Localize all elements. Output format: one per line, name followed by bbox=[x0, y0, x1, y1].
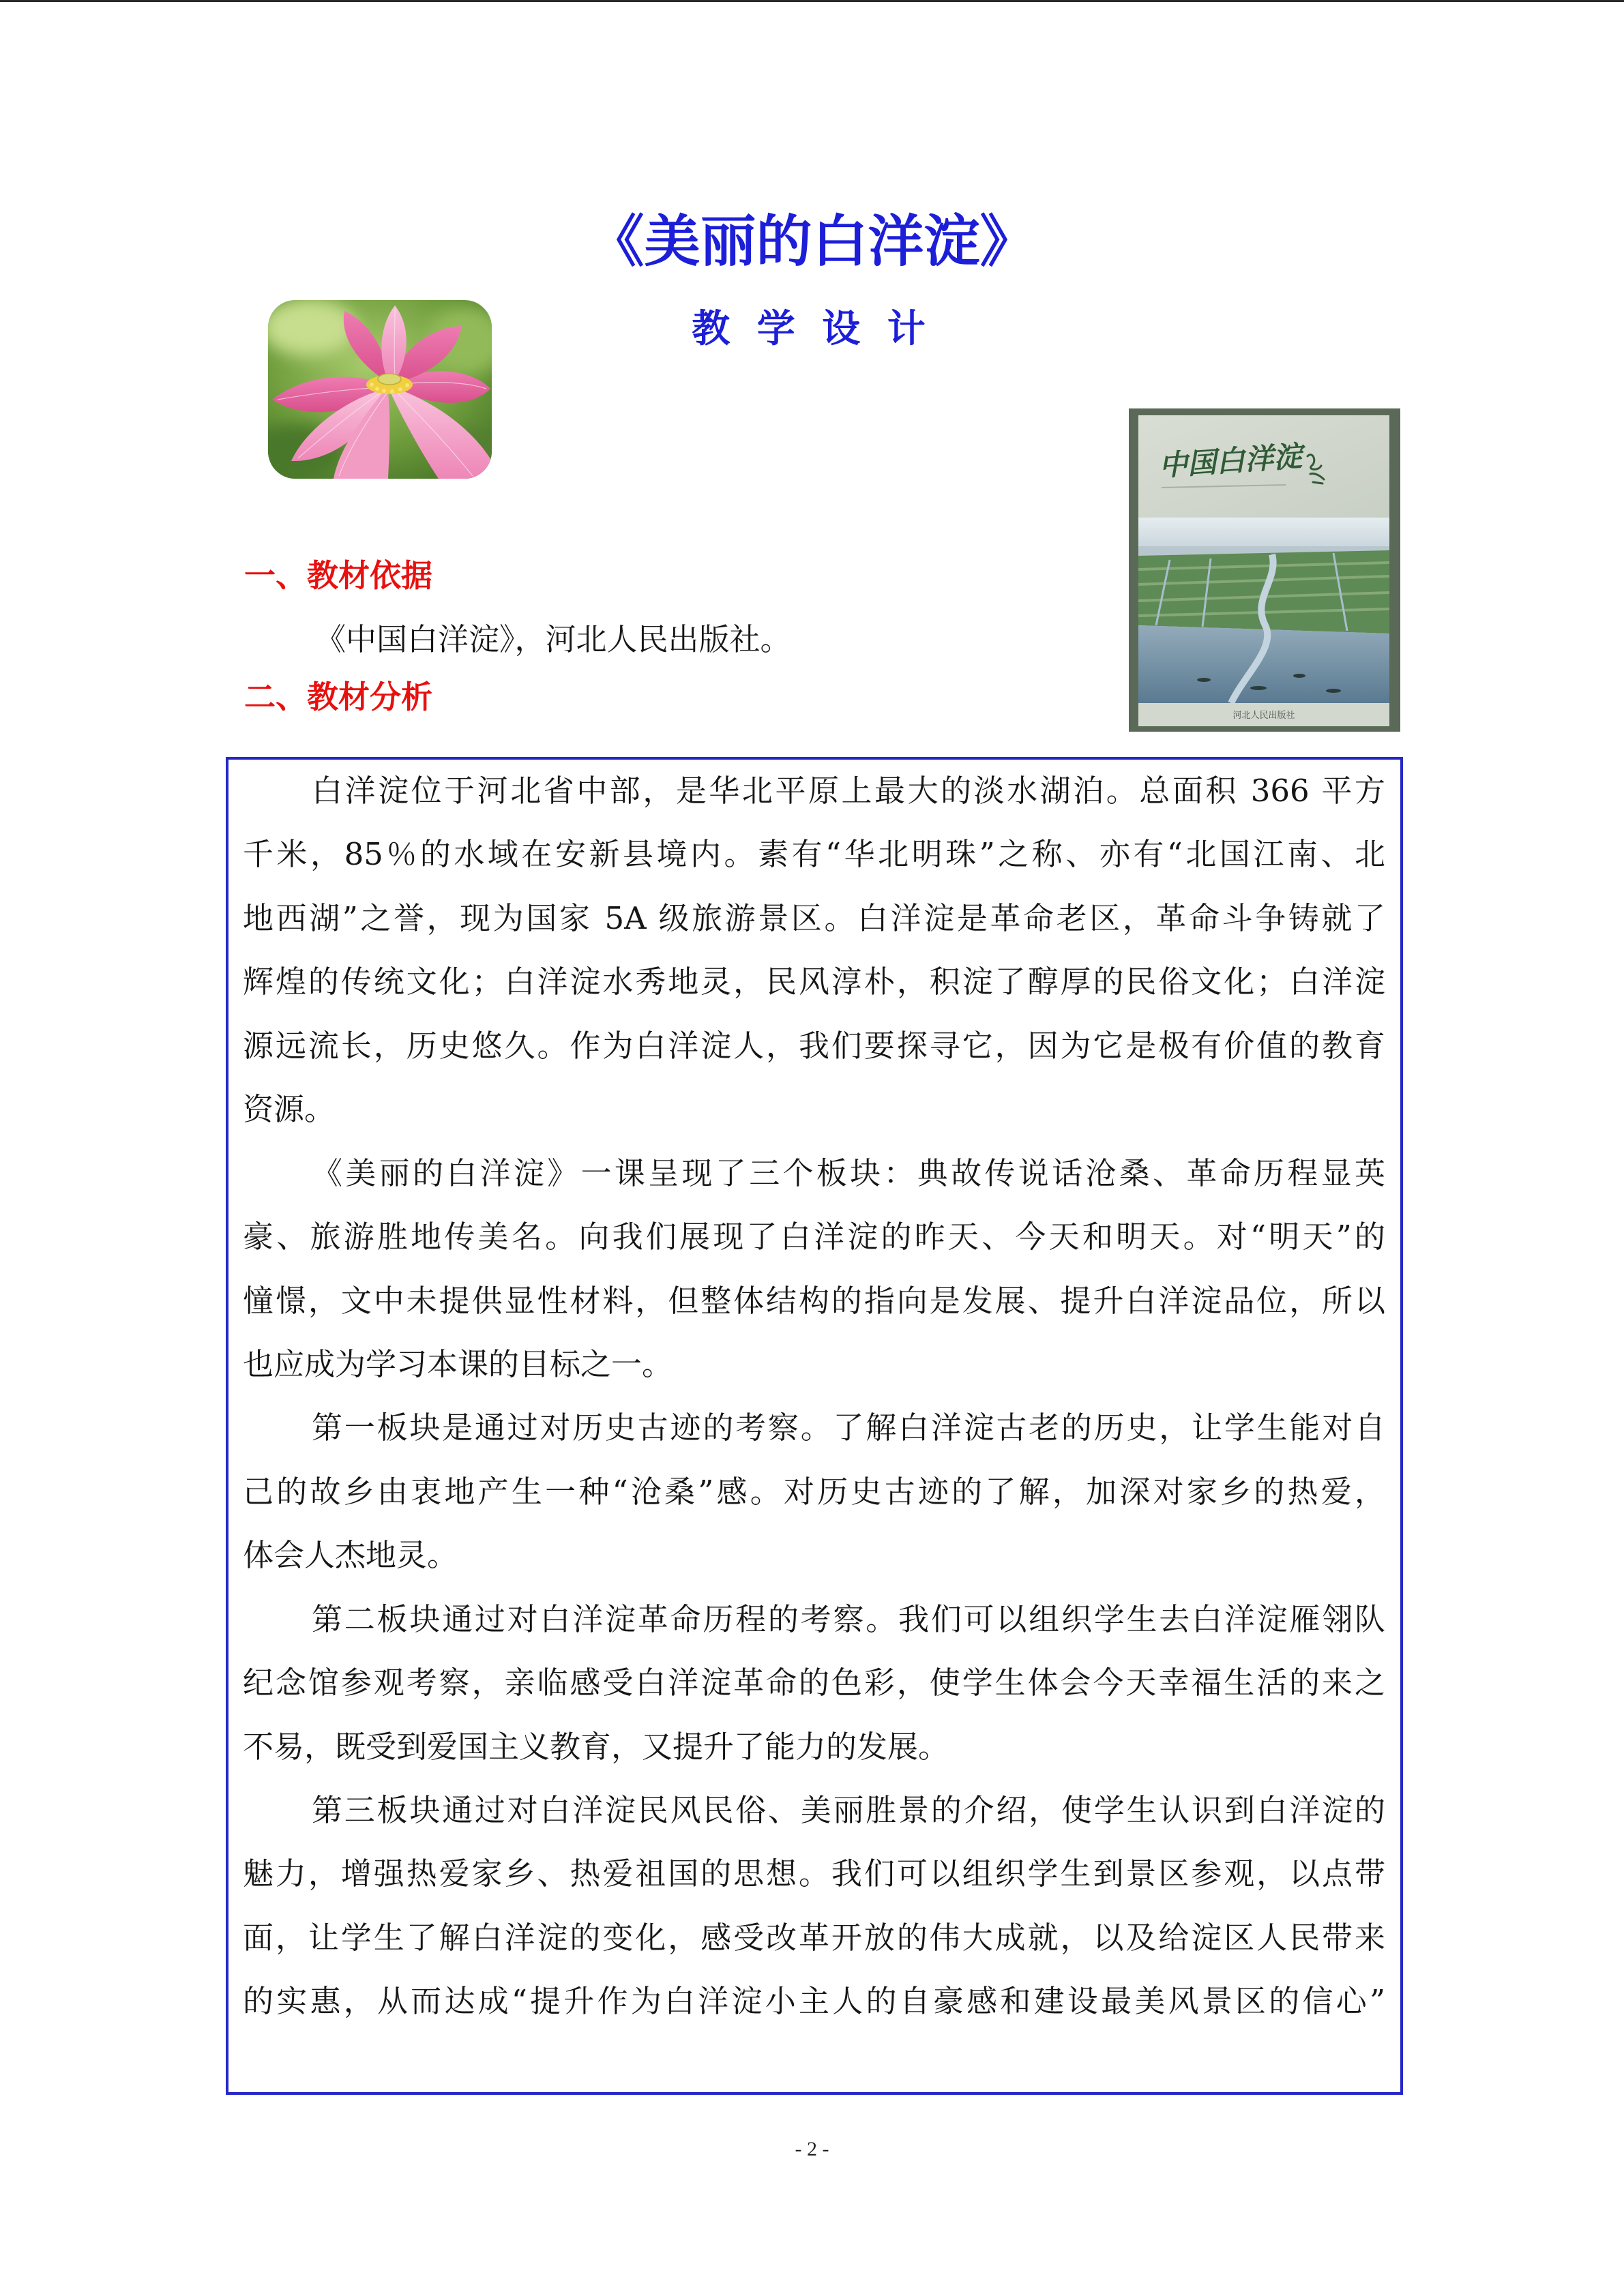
text-line: 辉煌的传统文化；白洋淀水秀地灵，民风淳朴，积淀了醇厚的民俗文化；白洋淀 bbox=[243, 964, 1385, 1000]
text-line: 第一板块是通过对历史古迹的考察。了解白洋淀古老的历史，让学生能对自 bbox=[312, 1410, 1385, 1446]
page-title: 《美丽的白洋淀》 bbox=[588, 209, 1036, 274]
text-line: 《美丽的白洋淀》一课呈现了三个板块：典故传说话沧桑、革命历程显英 bbox=[312, 1154, 1385, 1191]
text-line: 第二板块通过对白洋淀革命历程的考察。我们可以组织学生去白洋淀雁翎队 bbox=[312, 1600, 1385, 1637]
text-line: 面，让学生了解白洋淀的变化，感受改革开放的伟大成就，以及给淀区人民带来 bbox=[243, 1919, 1385, 1956]
text-line: 地西湖”之誉，现为国家 5A 级旅游景区。白洋淀是革命老区，革命斗争铸就了 bbox=[243, 899, 1385, 936]
text-line: 资源。 bbox=[243, 1091, 336, 1128]
book-cover-publisher: 河北人民出版社 bbox=[1232, 711, 1295, 721]
page-number: - 2 - bbox=[795, 2138, 829, 2160]
text-line: 豪、旅游胜地传美名。向我们展现了白洋淀的昨天、今天和明天。对“明天”的 bbox=[243, 1219, 1385, 1255]
text-line: 纪念馆参观考察，亲临感受白洋淀革命的色彩，使学生体会今天幸福生活的来之 bbox=[243, 1665, 1385, 1701]
text-line: 第三板块通过对白洋淀民风民俗、美丽胜景的介绍，使学生认识到白洋淀的 bbox=[312, 1792, 1385, 1828]
analysis-text bbox=[243, 759, 1385, 2033]
text-line: 憧憬，文中未提供显性材料，但整体结构的指向是发展、提升白洋淀品位，所以 bbox=[243, 1282, 1385, 1319]
text-line: 千米，85％的水域在安新县境内。素有“华北明珠”之称、亦有“北国江南、北 bbox=[243, 836, 1385, 873]
text-line: 也应成为学习本课的目标之一。 bbox=[243, 1345, 673, 1382]
analysis-paragraph bbox=[243, 1142, 1385, 1397]
book-cover-title: 中国白洋淀 bbox=[1157, 439, 1303, 483]
text-line: 体会人杰地灵。 bbox=[243, 1537, 458, 1574]
textbook-citation: 《中国白洋淀》，河北人民出版社。 bbox=[315, 621, 791, 657]
analysis-paragraph bbox=[243, 759, 1385, 1142]
section-heading-basis: 一、教材依据 bbox=[244, 557, 432, 594]
lotus-flower-drawing bbox=[268, 300, 492, 479]
text-line: 的实惠，从而达成“提升作为白洋淀小主人的自豪感和建设最美风景区的信心” bbox=[243, 1983, 1385, 2020]
lotus-flower-image bbox=[268, 300, 492, 479]
page-subtitle: 教 学 设 计 bbox=[692, 307, 932, 351]
cover-landscape-photo bbox=[1138, 518, 1389, 703]
text-line: 白洋淀位于河北省中部，是华北平原上最大的淡水湖泊。总面积 366 平方 bbox=[312, 773, 1385, 809]
section-heading-analysis: 二、教材分析 bbox=[244, 679, 432, 715]
text-line: 魅力，增强热爱家乡、热爱祖国的思想。我们可以组织学生到景区参观，以点带 bbox=[243, 1855, 1385, 1892]
book-cover-drawing bbox=[1129, 408, 1400, 732]
analysis-paragraph bbox=[243, 1778, 1385, 2033]
text-line: 己的故乡由衷地产生一种“沧桑”感。对历史古迹的了解，加深对家乡的热爱， bbox=[243, 1473, 1385, 1510]
text-line: 不易，既受到爱国主义教育，又提升了能力的发展。 bbox=[243, 1728, 949, 1765]
analysis-paragraph bbox=[243, 1396, 1385, 1587]
page-top-edge bbox=[0, 0, 1624, 2]
analysis-paragraph bbox=[243, 1587, 1385, 1778]
text-line: 源远流长，历史悠久。作为白洋淀人，我们要探寻它，因为它是极有价值的教育 bbox=[243, 1027, 1385, 1064]
book-cover-image bbox=[1129, 408, 1400, 732]
